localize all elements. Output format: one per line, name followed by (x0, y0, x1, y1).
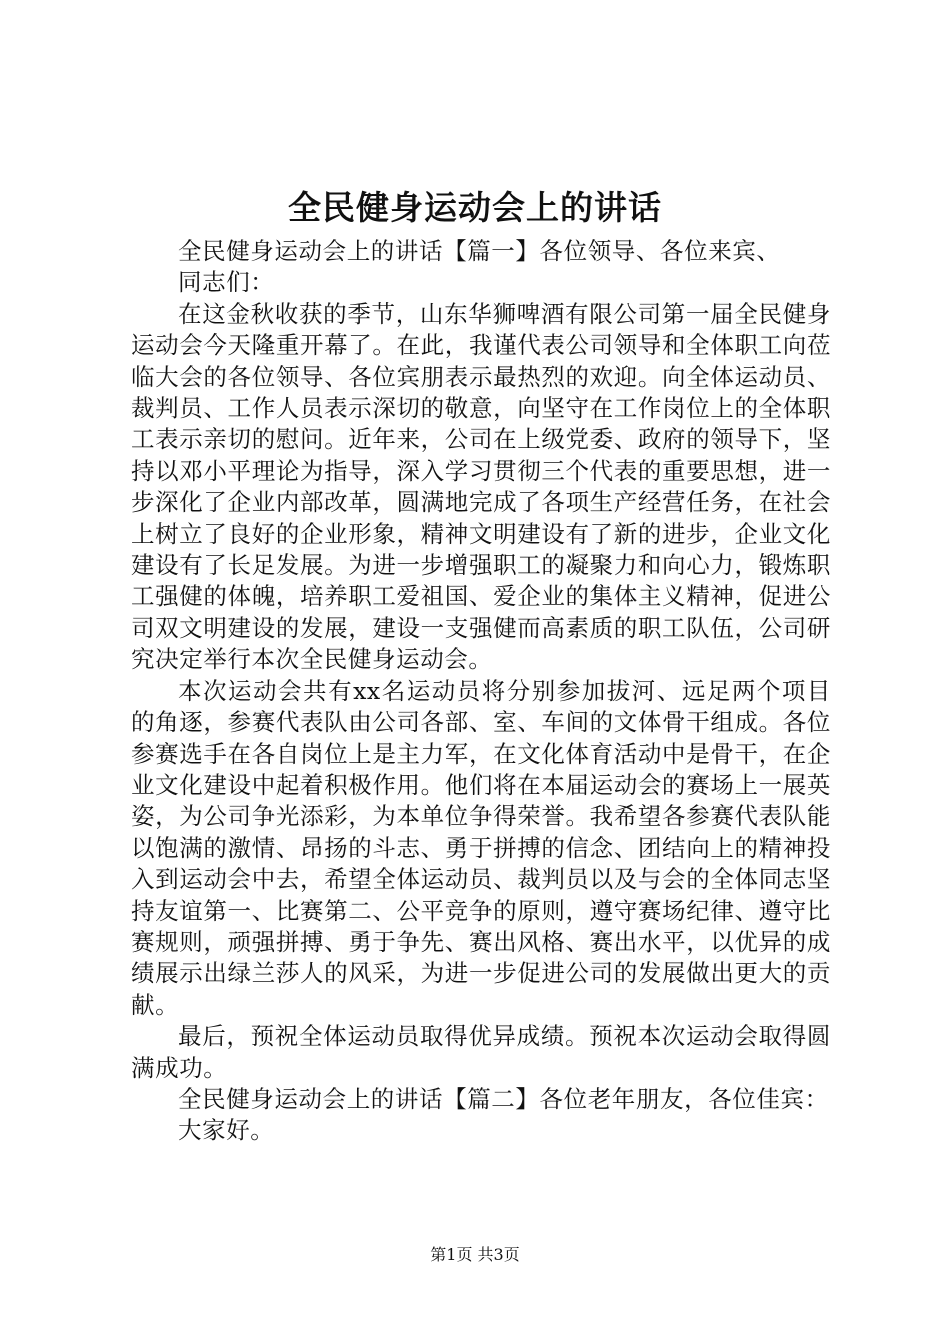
paragraph-6: 全民健身运动会上的讲话【篇二】各位老年朋友，各位佳宾： (178, 1084, 829, 1113)
document-title: 全民健身运动会上的讲话 (288, 188, 662, 227)
paragraph-1: 全民健身运动会上的讲话【篇一】各位领导、各位来宾、 (178, 237, 781, 265)
paragraph-2: 同志们： (178, 268, 275, 297)
paragraph-3: 在这金秋收获的季节，山东华狮啤酒有限公司第一届全民健身运动会今天隆重开幕了。在此，我谨代表公司领导和全体职工向莅临大会的各位领导、各位宾朋表示最热烈的欢迎。向全体运动员、裁判员、工作人员表示深切的敬意，向坚守在工作岗位上的全体职工表示亲切的慰问。近年来，公司在上级党委、政府的领导下，坚持以邓小平理论为指导，深入学习贯彻三个代表的重要思想，进一步深化了企业内部改革，圆满地完成了各项生产经营任务，在社会上树立了良好的企业形象，精神文明建设有了新的进步，企业文化建设有了长足发展。为进一步增强职工的凝聚力和向心力，锻炼职工强健的体魄，培养职工爱祖国、爱企业的集体主义精神，促进公司双文明建设的发展，建设一支强健而高素质的职工队伍，公司研究决定举行本次全民健身运动会。 (131, 299, 831, 674)
document-body (131, 236, 831, 1147)
paragraph-4: 本次运动会共有xx名运动员将分别参加拔河、远足两个项目的角逐，参赛代表队由公司各部、室、车间的文体骨干组成。各位参赛选手在各自岗位上是主力军，在文化体育活动中是骨干，在企业文化建设中起着积极作用。他们将在本届运动会的赛场上一展英姿，为公司争光添彩，为本单位争得荣誉。我希望各参赛代表队能以饱满的激情、昂扬的斗志、勇于拼搏的信念、团结向上的精神投入到运动会中去，希望全体运动员、裁判员以及与会的全体同志坚持友谊第一、比赛第二、公平竞争的原则，遵守赛场纪律、遵守比赛规则，顽强拼搏、勇于争先、赛出风格、赛出水平，以优异的成绩展示出绿兰莎人的风采，为进一步促进公司的发展做出更大的贡献。 (131, 676, 831, 1019)
page-footer: 第1页 共3页 (430, 1245, 520, 1264)
paragraph-5: 最后，预祝全体运动员取得优异成绩。预祝本次运动会取得圆满成功。 (131, 1022, 831, 1082)
paragraph-7: 大家好。 (178, 1116, 275, 1145)
